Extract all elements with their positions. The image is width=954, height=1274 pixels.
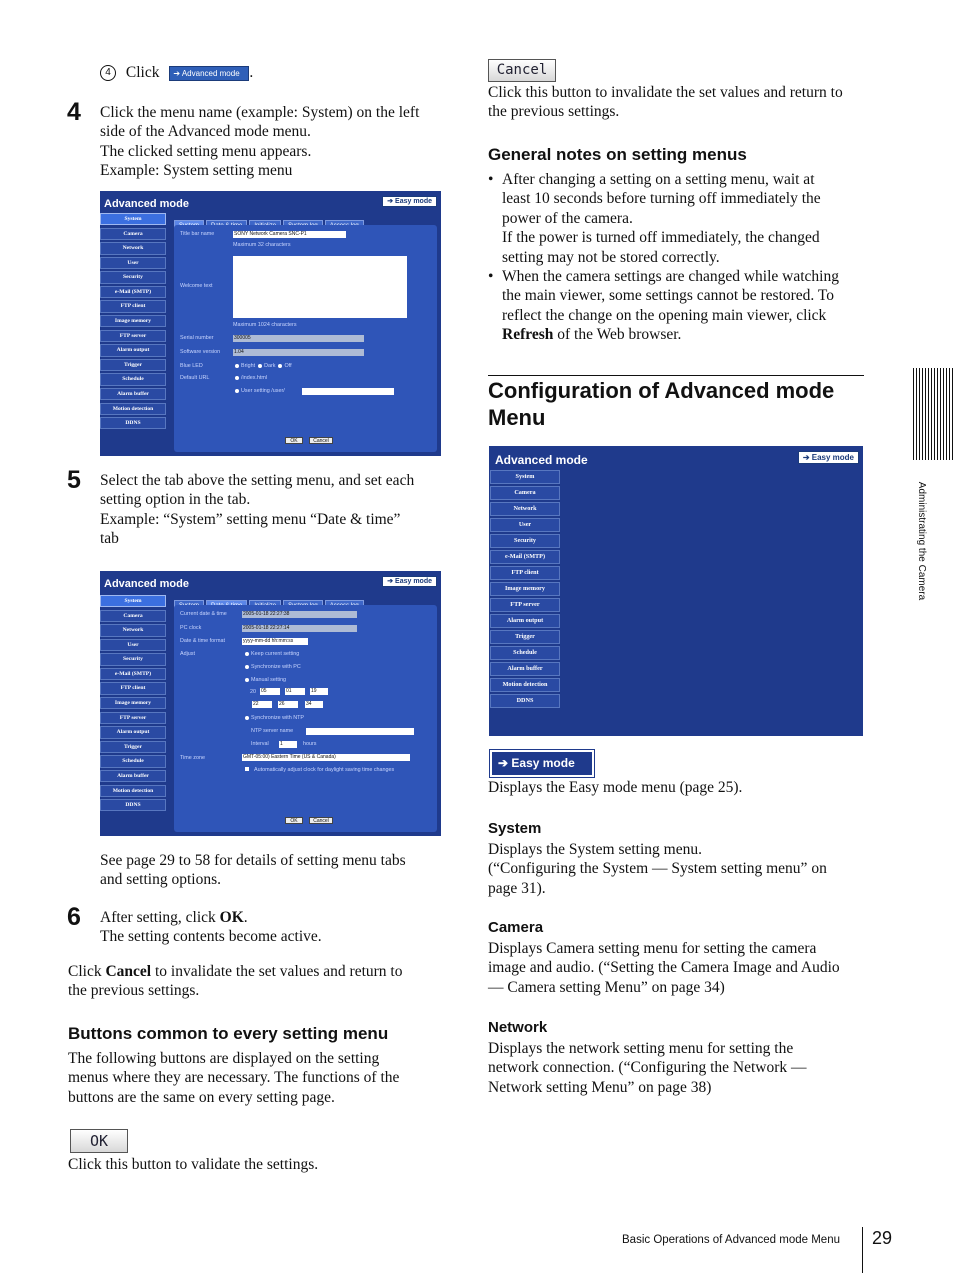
advanced-mode-menu-screenshot	[489, 446, 863, 736]
text-line: After changing a setting on a setting menu, wait at	[502, 171, 815, 188]
menu-item-email: e-Mail (SMTP)	[490, 550, 560, 564]
format-select: yyyy-mm-dd hh:mm:ss	[242, 638, 308, 645]
field-label: Welcome text	[180, 283, 213, 289]
text-line: reflect the change on the opening main viewer, click	[502, 306, 827, 324]
current-datetime: 2005-01-18 22:27:38	[242, 611, 357, 618]
hint: Maximum 32 characters	[233, 242, 291, 248]
dst-checkbox-row	[245, 767, 394, 774]
radio-icon	[245, 652, 249, 656]
advanced-menu	[100, 595, 166, 814]
led-opt: Off	[284, 363, 292, 369]
opt-label: Manual setting	[251, 677, 287, 683]
dst-label: Automatically adjust clock for daylight saving time changes	[254, 767, 395, 773]
radio-icon	[278, 364, 282, 368]
network-heading: Network	[488, 1019, 548, 1036]
bullet-icon: •	[488, 171, 494, 188]
advanced-menu	[100, 213, 166, 432]
text-line: setting option in the tab.	[100, 491, 251, 509]
easy-mode-label: Easy mode	[511, 756, 575, 770]
screenshot-title: Advanced mode	[104, 198, 189, 210]
easy-mode-chip: ➔ Easy mode	[382, 196, 437, 207]
easy-mode-chip: ➔ Easy mode	[382, 576, 437, 587]
text-span: to invalidate the set values and return to	[151, 963, 403, 980]
text-line: See page 29 to 58 for details of setting menu tabs	[100, 852, 406, 869]
menu-item-ddns: DDNS	[100, 799, 166, 811]
easy-chip-label: Easy mode	[395, 578, 432, 585]
field-label: Current date & time	[180, 611, 227, 617]
step-4-text	[100, 103, 445, 181]
menu-item-image-memory: Image memory	[490, 582, 560, 596]
ntp-label: NTP server name	[251, 728, 294, 734]
text-line: Example: “System” setting menu “Date & time”	[100, 510, 401, 528]
text-line: menus where they are necessary. The functions of the	[68, 1069, 400, 1087]
text-line: If the power is turned off immediately, the changed	[502, 229, 820, 247]
step3-text: Click	[125, 64, 160, 81]
text-line: The clicked setting menu appears.	[100, 142, 312, 160]
menu-item-motion-detection: Motion detection	[490, 678, 560, 692]
ok-button: OK	[285, 437, 303, 444]
menu-item-image-memory: Image memory	[100, 697, 166, 709]
radio-icon	[235, 389, 239, 393]
side-label: Administrating the Camera	[916, 481, 927, 601]
menu-item-security: Security	[490, 534, 560, 548]
text-line: the previous settings.	[488, 103, 620, 121]
side-tab-marker	[913, 368, 954, 460]
text-line: Click this button to invalidate the set values and return to	[488, 84, 843, 101]
text-line: Displays Camera setting menu for setting the camera	[488, 940, 817, 957]
bullet-item	[488, 267, 868, 345]
opt-keep	[245, 651, 299, 658]
interval-select: 1	[279, 741, 297, 748]
day-select: 19	[310, 688, 328, 695]
text-line	[100, 908, 445, 927]
menu-item-ftp-server: FTP server	[100, 330, 166, 342]
opt-label: Synchronize with PC	[251, 664, 301, 670]
url-opt2	[235, 388, 285, 395]
text-line: Click the menu name (example: System) on the left	[100, 104, 420, 121]
system-heading: System	[488, 820, 542, 837]
menu-item-user: User	[100, 639, 166, 651]
text-line: setting may not be stored correctly.	[502, 248, 720, 266]
text-line: Select the tab above the setting menu, and set each	[100, 472, 415, 489]
field-label: Title bar name	[180, 231, 215, 237]
menu-item-ftp-client: FTP client	[100, 682, 166, 694]
field-label: Default URL	[180, 375, 210, 381]
menu-item-security: Security	[100, 271, 166, 283]
menu-item-schedule: Schedule	[100, 373, 166, 385]
menu-item-system: System	[100, 595, 166, 607]
text-line: (“Configuring the System — System setting menu” on	[488, 860, 827, 878]
ok-bold: OK	[219, 909, 244, 926]
minute-select: 26	[278, 701, 298, 708]
menu-item-alarm-buffer: Alarm buffer	[100, 388, 166, 400]
cancel-note	[68, 962, 448, 1001]
text-line: Displays the network setting menu for setting the	[488, 1040, 794, 1057]
hour-select: 22	[252, 701, 272, 708]
step-5-number: 5	[67, 466, 81, 494]
opt-manual	[245, 677, 286, 684]
step3-item: 4 Click ➔ Advanced mode .	[100, 63, 253, 82]
advanced-menu	[490, 470, 560, 710]
footer-text: Basic Operations of Advanced mode Menu	[622, 1234, 840, 1246]
tab-bar	[174, 213, 366, 224]
field-label: Date & time format	[180, 638, 225, 644]
network-text	[488, 1039, 868, 1097]
opt-sync-pc	[245, 664, 301, 671]
ok-button: OK	[285, 817, 303, 824]
ok-text: Click this button to validate the settings.	[68, 1156, 319, 1173]
menu-item-ddns: DDNS	[100, 417, 166, 429]
text-line: the main viewer, some settings cannot be restored. To	[502, 287, 835, 305]
menu-item-motion-detection: Motion detection	[100, 403, 166, 415]
text-line: side of the Advanced mode menu.	[100, 123, 311, 141]
camera-heading: Camera	[488, 919, 544, 936]
radio-icon	[258, 364, 262, 368]
step-5-text	[100, 471, 445, 549]
text-line: power of the camera.	[502, 209, 633, 227]
bullet-list	[488, 170, 868, 345]
serial-value: 300005	[233, 335, 364, 342]
text-line: Network setting Menu” on page 38)	[488, 1078, 712, 1096]
text-line	[502, 325, 868, 344]
led-options	[235, 363, 292, 370]
general-notes-heading: General notes on setting menus	[488, 145, 747, 164]
interval-label: Interval	[251, 741, 269, 747]
tab-bar	[174, 593, 366, 604]
ok-button-image: OK	[70, 1129, 128, 1153]
menu-item-schedule: Schedule	[490, 646, 560, 660]
opt-label: Synchronize with NTP	[251, 715, 305, 721]
menu-item-trigger: Trigger	[100, 741, 166, 753]
config-heading	[488, 377, 864, 431]
bullet-icon: •	[488, 268, 494, 286]
radio-icon	[245, 665, 249, 669]
cancel-button: Cancel	[309, 817, 333, 824]
text-line: tab	[100, 530, 119, 548]
title-bar-input: SONY Network Camera SNC-P1	[233, 231, 346, 238]
menu-item-system: System	[490, 470, 560, 484]
field-label: PC clock	[180, 625, 202, 631]
field-label: Blue LED	[180, 363, 203, 369]
menu-item-ftp-client: FTP client	[490, 566, 560, 580]
field-label: Time zone	[180, 755, 205, 761]
bullet-item	[488, 170, 868, 267]
text-line: least 10 seconds before turning off immediately the	[502, 190, 821, 208]
text-line: The setting contents become active.	[100, 928, 322, 946]
system-text	[488, 840, 868, 898]
menu-item-trigger: Trigger	[490, 630, 560, 644]
menu-item-alarm-output: Alarm output	[100, 726, 166, 738]
menu-item-ftp-server: FTP server	[100, 712, 166, 724]
radio-icon	[235, 376, 239, 380]
buttons-text	[68, 1049, 448, 1107]
led-opt: Dark	[264, 363, 276, 369]
second-select: 34	[305, 701, 323, 708]
menu-item-user: User	[490, 518, 560, 532]
step-6-text	[100, 908, 445, 947]
checkbox-icon	[245, 767, 249, 771]
text-span: After setting, click	[100, 909, 220, 926]
text-line: Example: System setting menu	[100, 162, 293, 180]
text-line: page 31).	[488, 879, 546, 897]
url-opt1	[235, 375, 267, 382]
ntp-input	[306, 728, 414, 735]
text-line: When the camera settings are changed while watching	[502, 268, 839, 286]
field-label: Adjust	[180, 651, 195, 657]
refresh-bold: Refresh	[502, 326, 554, 344]
page-number: 29	[872, 1228, 893, 1248]
text-line: buttons are the same on every setting page.	[68, 1088, 335, 1106]
menu-item-user: User	[100, 257, 166, 269]
heading-line: Menu	[488, 405, 546, 430]
date-time-screenshot	[100, 571, 441, 836]
menu-item-alarm-buffer: Alarm buffer	[490, 662, 560, 676]
text-line: image and audio. (“Setting the Camera Image and Audio	[488, 959, 840, 977]
menu-item-motion-detection: Motion detection	[100, 785, 166, 797]
field-label: Serial number	[180, 335, 214, 341]
text-span: .	[243, 909, 248, 926]
easy-mode-chip: ➔ Easy mode	[798, 451, 859, 464]
cancel-bold: Cancel	[105, 963, 152, 980]
menu-item-camera: Camera	[490, 486, 560, 500]
section-rule	[488, 375, 864, 376]
text-line: and setting options.	[100, 871, 221, 889]
text-line: The following buttons are displayed on the setting	[68, 1050, 380, 1067]
timezone-select: GMT-05:00) Eastern Time (US & Canada)	[242, 754, 410, 761]
menu-item-trigger: Trigger	[100, 359, 166, 371]
sw-value: 1.04	[233, 349, 364, 356]
screenshot-title: Advanced mode	[104, 578, 189, 590]
menu-item-schedule: Schedule	[100, 755, 166, 767]
footer-divider	[862, 1227, 863, 1273]
heading-line: Configuration of Advanced mode	[488, 378, 835, 403]
hint: Maximum 1024 characters	[233, 322, 297, 328]
menu-item-camera: Camera	[100, 610, 166, 622]
led-opt: Bright	[241, 363, 256, 369]
welcome-textarea	[233, 256, 407, 318]
easy-mode-button-image: ➔ Easy mode	[490, 750, 594, 777]
menu-item-alarm-output: Alarm output	[490, 614, 560, 628]
advanced-mode-button-image: ➔ Advanced mode	[169, 66, 249, 81]
menu-item-email: e-Mail (SMTP)	[100, 286, 166, 298]
menu-item-security: Security	[100, 653, 166, 665]
year-select: 05	[260, 688, 280, 695]
url-opt-label: User setting /user/	[241, 388, 285, 394]
menu-item-network: Network	[490, 502, 560, 516]
easy-chip-label: Easy mode	[395, 198, 432, 205]
year-prefix: 20	[250, 689, 256, 695]
circled-number: 4	[100, 65, 116, 81]
menu-item-network: Network	[100, 242, 166, 254]
field-label: Software version	[180, 349, 221, 355]
text-line	[68, 962, 448, 981]
camera-text	[488, 939, 868, 997]
opt-ntp	[245, 715, 304, 722]
radio-icon	[245, 716, 249, 720]
easy-text: Displays the Easy mode menu (page 25).	[488, 779, 743, 796]
menu-item-ftp-server: FTP server	[490, 598, 560, 612]
buttons-heading: Buttons common to every setting menu	[68, 1024, 389, 1043]
cancel-button: Cancel	[309, 437, 333, 444]
cancel-text	[488, 83, 868, 122]
step-6-number: 6	[67, 903, 81, 931]
pc-clock: 2005-01-18 22:27:14	[242, 625, 357, 632]
menu-item-ddns: DDNS	[490, 694, 560, 708]
text-span: Click	[68, 963, 106, 980]
menu-item-system: System	[100, 213, 166, 225]
opt-label: Keep current setting	[251, 651, 300, 657]
easy-chip-label: Easy mode	[811, 453, 854, 462]
menu-item-alarm-output: Alarm output	[100, 344, 166, 356]
text-line: — Camera setting Menu” on page 34)	[488, 978, 725, 996]
month-select: 01	[285, 688, 305, 695]
cancel-button-image: Cancel	[488, 59, 556, 82]
user-url-input	[302, 388, 394, 395]
text-line: Displays the System setting menu.	[488, 841, 702, 858]
menu-item-email: e-Mail (SMTP)	[100, 668, 166, 680]
radio-icon	[235, 364, 239, 368]
text-line: the previous settings.	[68, 982, 200, 1000]
text-span: of the Web browser.	[553, 326, 682, 344]
menu-item-network: Network	[100, 624, 166, 636]
screenshot-title: Advanced mode	[495, 453, 588, 467]
menu-item-image-memory: Image memory	[100, 315, 166, 327]
text-line: network connection. (“Configuring the Network —	[488, 1059, 807, 1077]
advanced-mode-label: Advanced mode	[181, 68, 240, 78]
menu-item-ftp-client: FTP client	[100, 300, 166, 312]
hours-label: hours	[303, 741, 317, 747]
radio-icon	[245, 678, 249, 682]
see-page-text	[100, 851, 445, 890]
system-setting-screenshot	[100, 191, 441, 456]
menu-item-alarm-buffer: Alarm buffer	[100, 770, 166, 782]
step-4-number: 4	[67, 98, 81, 126]
url-opt-label: /index.html	[241, 375, 268, 381]
menu-item-camera: Camera	[100, 228, 166, 240]
